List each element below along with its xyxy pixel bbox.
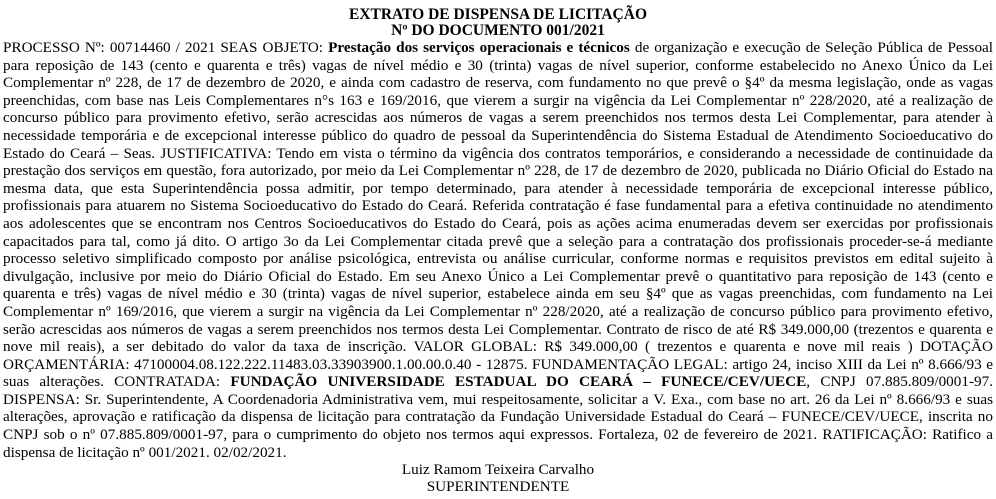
object-bold: Prestação dos serviços operacionais e técnicos <box>328 39 630 56</box>
contractor-bold: FUNDAÇÃO UNIVERSIDADE ESTADUAL DO CEARÁ – FUNECE/CEV/UECE <box>230 373 807 391</box>
document-body <box>3 39 993 461</box>
signature-role: SUPERINTENDENTE <box>426 478 570 496</box>
signature-name: Luiz Ramom Teixeira Carvalho <box>401 461 595 479</box>
document-title: EXTRATO DE DISPENSA DE LICITAÇÃO <box>348 6 647 23</box>
body-text-1: PROCESSO Nº: 00714460 / 2021 SEAS OBJETO: <box>3 39 329 56</box>
document-number: Nº DO DOCUMENTO 001/2021 <box>391 22 605 39</box>
document <box>3 0 993 495</box>
body-text-2: de organização e execução de Seleção Pública de Pessoal para reposição de 143 (cento e quarenta e três) vagas de nível médio e 30 (trinta) vagas de nível superior, conforme estabelecido no Anexo Único da Lei Complementar nº 228, de 17 de dezembro de 2020, e ainda com cadastro de reserva, com fundamento no que prevê o §4º da mesma legislação, onde as vagas preenchidas, com base nas Leis Complementares n°s 163 e 169/2016, que vierem a surgir na vigência da Lei Complementar nº 228/2020, até a realização de concurso público para provimento efetivo, serão acrescidas aos números de vagas a serem preenchidos nos termos desta Lei Complementar, para atender à necessidade temporária e de excepcional interesse público do quadro de pessoal da Superintendência do Sistema Estadual de Atendimento Socioeducativo do Estado do Ceará – Seas. JUSTIFICATIVA: Tendo em vista o término da vigência dos contratos temporários, e considerando a necessidade de continuidade da prestação dos serviços em questão, fora autorizado, por meio da Lei Complementar nº 228, de 17 de dezembro de 2020, publicada no Diário Oficial do Estado na mesma data, que esta Superintendência possa admitir, por tempo determinado, para atender à necessidade temporária de excepcional interesse público, profissionais para atuarem no Sistema Socioeducativo do Estado do Ceará. Referida contratação é fase fundamental para a efetiva continuidade no atendimento aos adolescentes que se encontram nos Centros Socioeducativos do Estado do Ceará, pois as ações acima enumeradas devem ser exercidas por profissionais capacitados para tal, como já dito. O artigo 3o da Lei Complementar citada prevê que a seleção para a contratação dos profissionais proceder-se-á mediante processo seletivo simplificado composto por análise psicológica, entrevista ou análise curricular, conforme normas e requisitos previstos em edital sujeito à divulgação, inclusive por meio do Diário Oficial do Estado. Em seu Anexo Único a Lei Complementar prevê o quantitativo para reposição de 143 (cento e quarenta e três) vagas de nível médio e 30 (trinta) vagas de nível superior, estabelece ainda em seu §4º que as vagas preenchidas, com fundamento na Lei Complementar nº 169/2016, que vierem a surgir na vigência da Lei Complementar nº 228/2020, até a realização de concurso público para provimento efetivo, serão acrescidas aos números de vagas a serem preenchidos nos termos desta Lei Complementar. Contrato de risco de até R$ 349.000,00 (trezentos e quarenta e nove mil reais), a ser debitado do valor da taxa de inscrição. VALOR GLOBAL: R$ 349.000,00 ( trezentos e quarenta e nove mil reais ) DOTAÇÃO ORÇAMENTÁRIA: 47100004.08.122.222.11483.03.33903900.1.00.00.0.40 - 12875. FUNDAMENTAÇÃO LEGAL: artigo 24, inciso XIII da Lei nº 8.666/93 e suas alterações. CONTRATADA: <box>3 39 994 391</box>
body-text-3: , CNPJ 07.885.809/0001-97. DISPENSA: Sr. Superintendente, A Coordenadoria Administrativa vem, mui respeitosamente, solicitar a V. Exa., com base no art. 26 da Lei nº 8.666/93 e suas alterações, aprovação e ratificação da dispensa de licitação para contratação da Fundação Universidade Estadual do Ceará – FUNECE/CEV/UECE, inscrita no CNPJ sob o nº 07.885.809/0001-97, para o cumprimento do objeto nos termos aqui expressos. Fortaleza, 02 de fevereiro de 2021. RATIFICAÇÃO: Ratifico a dispensa de licitação nº 001/2021. 02/02/2021. <box>3 373 994 461</box>
